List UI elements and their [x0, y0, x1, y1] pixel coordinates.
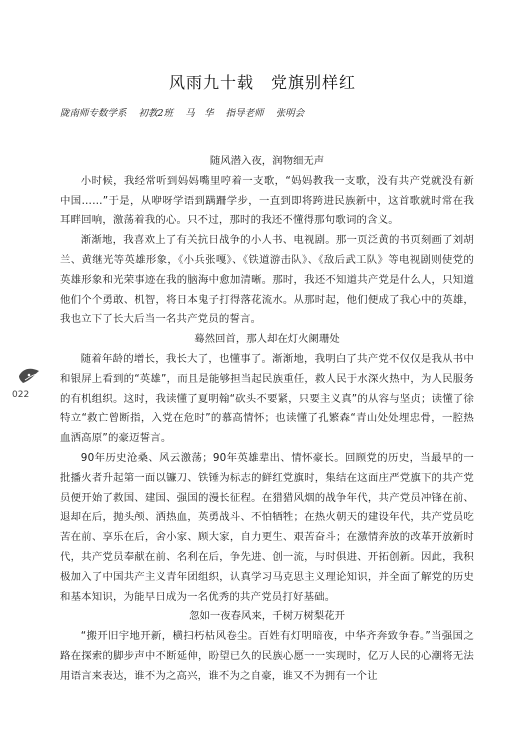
- paragraph: “搬开旧宇地开新，横扫朽枯风卷尘。百姓有灯明暗夜，中华齐奔致争春。”当强国之路在探索的脚步声中不断延伸，盼望已久的民族心愿一一实现时，亿万人民的心潮将无法用语言来表达，谁不为之高兴，谁不为之自豪，谁又不为拥有一个让: [60, 630, 474, 682]
- section-heading: 随风潜入夜，润物细无声: [209, 155, 325, 167]
- decorative-leaf-icon: [17, 366, 45, 386]
- byline: [60, 105, 313, 119]
- section-heading: 忽如一夜春风来，千树万树梨花开: [189, 610, 345, 623]
- byline-author: 马 华: [185, 108, 214, 119]
- byline-school: 陇南师专数学系: [60, 108, 127, 119]
- paragraph: 渐渐地，我喜欢上了有关抗日战争的小人书、电视剧。那一页泛黄的书页刻画了刘胡兰、黄继光等英雄形象，《小兵张嘎》、《铁道游击队》、《敌后武工队》等电视剧则使党的英雄形象和光荣事迹在我的脑海中愈加清晰。那时，我还不知道共产党是什么人，只知道他们个个勇敢、机智，将日本鬼子打得落花流水。从那时起，他们便成了我心中的英雄，我也立下了长大后当一名共产党员的誓言。: [60, 234, 474, 326]
- paragraph: 90年历史沧桑、风云激荡；90年英雄辈出、情怀豪长。回顾党的历史，当最早的一批播火者升起第一面以镰刀、铁锤为标志的鲜红党旗时，集结在这面庄严党旗下的共产党员便开始了救国、建国、强国的漫长征程。在猎猎风烟的战争年代，共产党员冲锋在前、退却在后，抛头颅、洒热血，英勇战斗、不怕牺牲；在热火朝天的建设年代，共产党员吃苦在前、享乐在后，舍小家、顾大家，自力更生、艰苦奋斗；在激情奔放的改革开放新时代，共产党员奉献在前、名利在后，争先进、创一流，与时俱进、开拓创新。因此，我积极加入了中国共产主义青年团组织，认真学习马克思主义理论知识，并全面了解党的历史和基本知识，为能早日成为一名优秀的共产党员打好基础。: [60, 451, 474, 603]
- byline-advisor: 张明会: [275, 108, 305, 119]
- section-heading: 蓦然回首，那人却在灯火阑珊处: [194, 333, 340, 346]
- article-body: [60, 152, 474, 687]
- byline-advisor-label: 指导老师: [225, 108, 264, 119]
- page-number: 022: [12, 390, 30, 400]
- paragraph: 随着年龄的增长，我长大了，也懂事了。渐渐地，我明白了共产党不仅仅是我从书中和银屏上看到的“英雄”，而且是能够担当起民族重任，救人民于水深火热中，为人民服务的有机组织。这时，我读懂了夏明翰“砍头不要紧，只要主义真”的从容与坚贞；读懂了徐特立“救亡曾断指，入党在危时”的慕高情怀；也读懂了孔繁森“青山处处埋忠骨，一腔热血洒高原”的豪迈誓言。: [60, 352, 474, 445]
- byline-class: 初教2班: [138, 108, 174, 119]
- paragraph: 小时候，我经常听到妈妈嘴里哼着一支歌，“妈妈教我一支歌，没有共产党就没有新中国……”于是，从咿呀学语到蹒跚学步，一直到即将跨进民族新中，这首歌就时常在我耳畔回响，激荡着我的心。只不过，那时的我还不懂得那句歌词的含义。: [60, 174, 474, 227]
- page-title: 风雨九十载 党旗别样红: [168, 73, 356, 92]
